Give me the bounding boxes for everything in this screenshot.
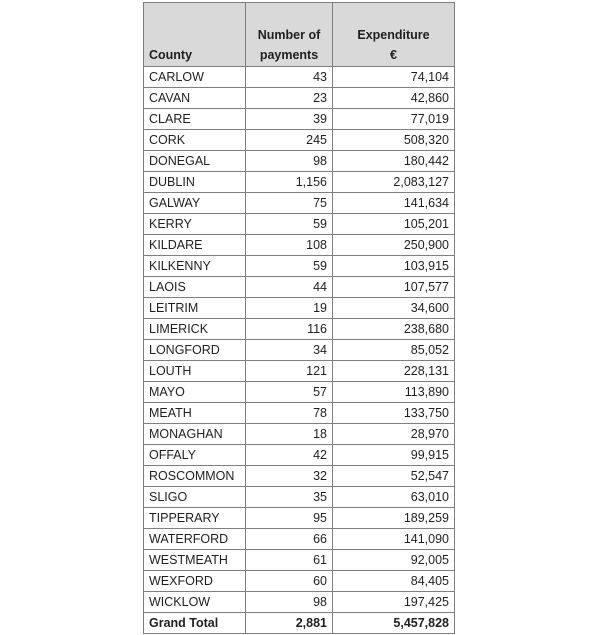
payments-table-container [143, 2, 455, 634]
table-row [144, 340, 455, 361]
expenditure-cell: 92,005 [333, 550, 455, 571]
county-cell: LONGFORD [144, 340, 246, 361]
table-row [144, 109, 455, 130]
payments-cell: 1,156 [246, 172, 333, 193]
table-row [144, 466, 455, 487]
county-cell: LEITRIM [144, 298, 246, 319]
table-body [144, 67, 455, 613]
expenditure-cell: 77,019 [333, 109, 455, 130]
payments-cell: 19 [246, 298, 333, 319]
payments-cell: 35 [246, 487, 333, 508]
county-cell: SLIGO [144, 487, 246, 508]
payments-cell: 43 [246, 67, 333, 88]
county-cell: WEXFORD [144, 571, 246, 592]
expenditure-cell: 63,010 [333, 487, 455, 508]
payments-cell: 61 [246, 550, 333, 571]
table-row [144, 361, 455, 382]
table-row [144, 256, 455, 277]
expenditure-cell: 508,320 [333, 130, 455, 151]
payments-cell: 32 [246, 466, 333, 487]
county-cell: MAYO [144, 382, 246, 403]
expenditure-header-line1: Expenditure [357, 28, 430, 42]
expenditure-cell: 238,680 [333, 319, 455, 340]
county-cell: MEATH [144, 403, 246, 424]
expenditure-cell: 85,052 [333, 340, 455, 361]
table-row [144, 88, 455, 109]
county-cell: LOUTH [144, 361, 246, 382]
payments-cell: 59 [246, 214, 333, 235]
table-row [144, 193, 455, 214]
payments-cell: 39 [246, 109, 333, 130]
county-cell: WATERFORD [144, 529, 246, 550]
expenditure-cell: 105,201 [333, 214, 455, 235]
expenditure-cell: 250,900 [333, 235, 455, 256]
payments-cell: 78 [246, 403, 333, 424]
county-cell: CAVAN [144, 88, 246, 109]
table-row [144, 529, 455, 550]
table-row [144, 487, 455, 508]
expenditure-cell: 107,577 [333, 277, 455, 298]
payments-cell: 121 [246, 361, 333, 382]
table-row [144, 67, 455, 88]
county-payments-table [143, 2, 455, 634]
payments-cell: 57 [246, 382, 333, 403]
county-cell: LIMERICK [144, 319, 246, 340]
table-row [144, 403, 455, 424]
county-cell: TIPPERARY [144, 508, 246, 529]
payments-cell: 59 [246, 256, 333, 277]
payments-cell: 34 [246, 340, 333, 361]
table-row [144, 592, 455, 613]
table-row [144, 172, 455, 193]
expenditure-cell: 133,750 [333, 403, 455, 424]
county-cell: KERRY [144, 214, 246, 235]
expenditure-cell: 99,915 [333, 445, 455, 466]
grand-total-expenditure: 5,457,828 [333, 613, 455, 634]
payments-cell: 245 [246, 130, 333, 151]
grand-total-payments: 2,881 [246, 613, 333, 634]
payments-cell: 98 [246, 592, 333, 613]
payments-cell: 75 [246, 193, 333, 214]
county-cell: ROSCOMMON [144, 466, 246, 487]
payments-cell: 60 [246, 571, 333, 592]
table-footer [144, 613, 455, 634]
payments-cell: 18 [246, 424, 333, 445]
table-row [144, 445, 455, 466]
table-row [144, 424, 455, 445]
expenditure-cell: 42,860 [333, 88, 455, 109]
county-cell: GALWAY [144, 193, 246, 214]
expenditure-cell: 113,890 [333, 382, 455, 403]
table-row [144, 319, 455, 340]
expenditure-cell: 180,442 [333, 151, 455, 172]
table-row [144, 277, 455, 298]
expenditure-cell: 197,425 [333, 592, 455, 613]
payments-header-line1: Number of [257, 28, 321, 42]
payments-cell: 108 [246, 235, 333, 256]
county-cell: OFFALY [144, 445, 246, 466]
expenditure-cell: 103,915 [333, 256, 455, 277]
table-header [144, 3, 455, 67]
expenditure-cell: 52,547 [333, 466, 455, 487]
payments-cell: 23 [246, 88, 333, 109]
header-row [144, 3, 455, 67]
table-row [144, 235, 455, 256]
table-row [144, 130, 455, 151]
payments-cell: 42 [246, 445, 333, 466]
county-cell: DUBLIN [144, 172, 246, 193]
table-row [144, 298, 455, 319]
payments-column-header [246, 3, 333, 67]
expenditure-cell: 84,405 [333, 571, 455, 592]
table-row [144, 550, 455, 571]
table-row [144, 508, 455, 529]
table-row [144, 382, 455, 403]
expenditure-header-line2: € [390, 48, 397, 62]
county-header-label: County [149, 48, 193, 62]
county-cell: LAOIS [144, 277, 246, 298]
county-column-header [144, 3, 246, 67]
expenditure-cell: 2,083,127 [333, 172, 455, 193]
table-row [144, 214, 455, 235]
grand-total-label: Grand Total [144, 613, 246, 634]
payments-cell: 44 [246, 277, 333, 298]
expenditure-cell: 34,600 [333, 298, 455, 319]
county-cell: CLARE [144, 109, 246, 130]
table-row [144, 571, 455, 592]
expenditure-cell: 141,634 [333, 193, 455, 214]
expenditure-cell: 74,104 [333, 67, 455, 88]
expenditure-cell: 28,970 [333, 424, 455, 445]
table-row [144, 151, 455, 172]
payments-cell: 98 [246, 151, 333, 172]
county-cell: KILKENNY [144, 256, 246, 277]
county-cell: CORK [144, 130, 246, 151]
expenditure-cell: 189,259 [333, 508, 455, 529]
payments-header-line2: payments [259, 48, 319, 62]
county-cell: CARLOW [144, 67, 246, 88]
expenditure-cell: 141,090 [333, 529, 455, 550]
county-cell: KILDARE [144, 235, 246, 256]
payments-cell: 66 [246, 529, 333, 550]
payments-cell: 116 [246, 319, 333, 340]
expenditure-column-header [333, 3, 455, 67]
county-cell: DONEGAL [144, 151, 246, 172]
county-cell: WESTMEATH [144, 550, 246, 571]
county-cell: WICKLOW [144, 592, 246, 613]
county-cell: MONAGHAN [144, 424, 246, 445]
grand-total-row [144, 613, 455, 634]
payments-cell: 95 [246, 508, 333, 529]
expenditure-cell: 228,131 [333, 361, 455, 382]
